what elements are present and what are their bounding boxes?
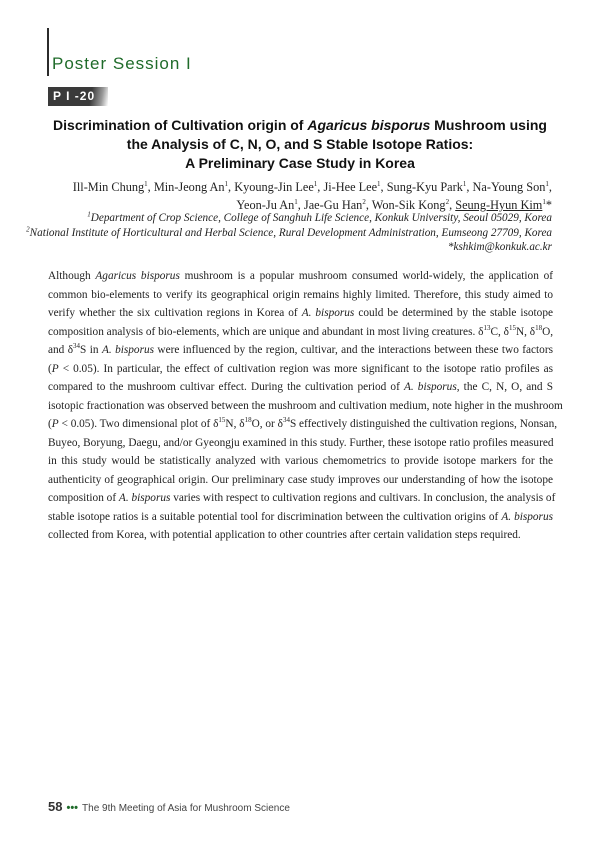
abstract-line: compared to the mushroom cultivar effect. During the cultivation period of A. bisporus, the C, N, O, and S [48, 381, 553, 393]
abstract-line: composition of A. bisporus varies with respect to cultivation regions and cultivars. In conclusion, the analysis of [48, 492, 556, 504]
author: Jae-Gu Han [303, 198, 363, 212]
paper-title [48, 116, 552, 173]
abstract-line: (P < 0.05). Two dimensional plot of $\delta^{15}N$, $\delta^{18}O$, or $\delta^{34}S$ effectively distinguished the cultivation regions, Nonsan, [48, 416, 558, 430]
author: Min-Jeong An [153, 180, 225, 194]
author: Na-Young Son [472, 180, 546, 194]
author: Kyoung-Jin Lee [234, 180, 314, 194]
abstract-line: composition analysis of bio-elements, which are unique and abundant in most living creatures. $\delta^{13}C$, $\delta^{15}N$, $\delta^{18}O$, [48, 323, 554, 338]
affiliation-2: $^2$National Institute of Horticultural and Herbal Science, Rural Development Administration, Eumseong 27709, Korea [26, 224, 552, 239]
abstract-line: Buyeo, Boryung, Daegu, and/or Gyeongju examined in this study. Further, these isotope ratio profiles measured [48, 436, 554, 449]
affiliation-1: $^1$Department of Crop Science, College of Sanghuh Life Science, Konkuk University, Seoul 05029, Korea [87, 210, 552, 224]
author-line-1: Ill-Min Chung$^1$, Min-Jeong An$^1$, Kyoung-Jin Lee$^1$, Ji-Hee Lee$^1$, Sung-Kyu Park$^1$, Na-Young Son$^1$, [72, 179, 552, 194]
affiliations [12, 211, 552, 255]
abstract-line: verify whether the six cultivation regions in Korea of A. bisporus could be determined by the stable isotope [48, 307, 553, 319]
abstract-line: isotopic fractionation was observed between the mushroom and cultivation medium, note higher in the mushroom [48, 399, 563, 412]
poster-id-badge: P I -20 [48, 87, 108, 106]
conference-name: The 9th Meeting of Asia for Mushroom Science [82, 803, 290, 814]
abstract-line: collected from Korea, with potential application to other countries after certain validation steps required. [48, 529, 521, 541]
author: Yeon-Ju An [236, 198, 295, 212]
session-rule [47, 28, 49, 76]
corresponding-email: *kshkim@konkuk.ac.kr [447, 241, 552, 253]
page-footer [48, 798, 290, 816]
page-number: 58 [48, 799, 63, 814]
title-line-1: Discrimination of Cultivation origin of Agaricus bisporus Mushroom using [53, 117, 547, 133]
abstract-line: common bio-elements to verify its geographical origin remains highly limited. Therefore, this study aimed to [48, 288, 553, 301]
author: Won-Sik Kong [371, 198, 446, 212]
abstract-line: (P < 0.05). In particular, the effect of cultivation region was more significant to the isotope ratio profiles as [48, 362, 553, 375]
abstract-line: in this study would be statistically analyzed with various chemometrics to provide isotope markers for the [48, 455, 553, 467]
session-title: Poster Session I [52, 54, 192, 73]
title-line-3: A Preliminary Case Study in Korea [185, 155, 415, 171]
abstract-body [48, 267, 563, 545]
abstract-line: authenticity of geographical origin. Our preliminary case study improves our understanding of how the isotope [48, 473, 553, 486]
title-line-2: the Analysis of C, N, O, and S Stable Isotope Ratios: [126, 136, 474, 152]
abstract-line: Although Agaricus bisporus mushroom is a popular mushroom consumed world-widely, the application of [48, 270, 553, 282]
abstract-line: stable isotope ratios is a suitable potential tool for discrimination between the cultivation origins of A. bisporus [48, 510, 553, 523]
author-list [32, 178, 552, 214]
author-line-2: Yeon-Ju An$^1$, Jae-Gu Han$^2$, Won-Sik Kong$^2$, Seung-Hyun Kim$^1$* [236, 197, 552, 212]
abstract-line: and $\delta^{34}S$ in A. bisporus were influenced by the region, cultivar, and the interactions between these two factors [48, 342, 553, 356]
corresponding-author: Seung-Hyun Kim [455, 198, 543, 212]
footer-dots-icon: ••• [66, 802, 79, 814]
author: Ill-Min Chung [72, 180, 145, 194]
author: Sung-Kyu Park [386, 180, 463, 194]
author: Ji-Hee Lee [323, 180, 378, 194]
